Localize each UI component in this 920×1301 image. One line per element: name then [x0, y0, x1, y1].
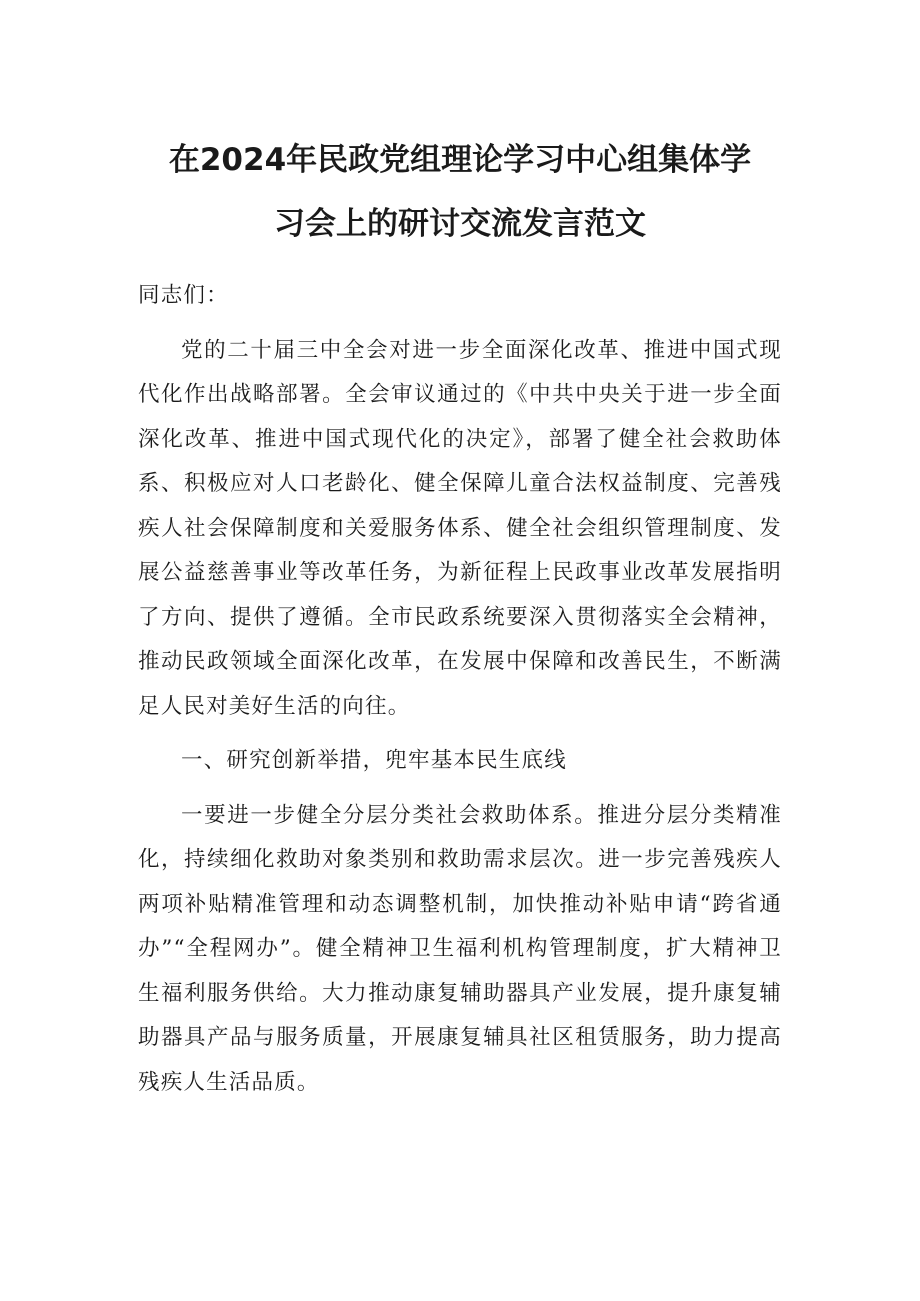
paragraph-social-assistance: 一要进一步健全分层分类社会救助体系。推进分层分类精准化，持续细化救助对象类别和救助需求层次。进一步完善残疾人两项补贴精准管理和动态调整机制，加快推动补贴申请“跨省通办”“全程网办”。健全精神卫生福利机构管理制度，扩大精神卫生福利服务供给。大力推动康复辅助器具产业发展，提升康复辅助器具产品与服务质量，开展康复辅具社区租赁服务，助力提高残疾人生活品质。: [138, 802, 782, 1095]
document-title: [138, 128, 782, 256]
title-line-2: 习会上的研讨交流发言范文: [274, 206, 646, 242]
section-heading-1: 一、研究创新举措，兜牢基本民生底线: [181, 748, 567, 773]
title-line-1: 在2024年民政党组理论学习中心组集体学: [168, 142, 752, 178]
paragraph-intro: 党的二十届三中全会对进一步全面深化改革、推进中国式现代化作出战略部署。全会审议通过的《中共中央关于进一步全面深化改革、推进中国式现代化的决定》，部署了健全社会救助体系、积极应对人口老龄化、健全保障儿童合法权益制度、完善残疾人社会保障制度和关爱服务体系、健全社会组织管理制度、发展公益慈善事业等改革任务，为新征程上民政事业改革发展指明了方向、提供了遵循。全市民政系统要深入贯彻落实全会精神，推动民政领域全面深化改革，在发展中保障和改善民生，不断满足人民对美好生活的向往。: [138, 337, 782, 719]
salutation: 同志们：: [138, 283, 229, 308]
